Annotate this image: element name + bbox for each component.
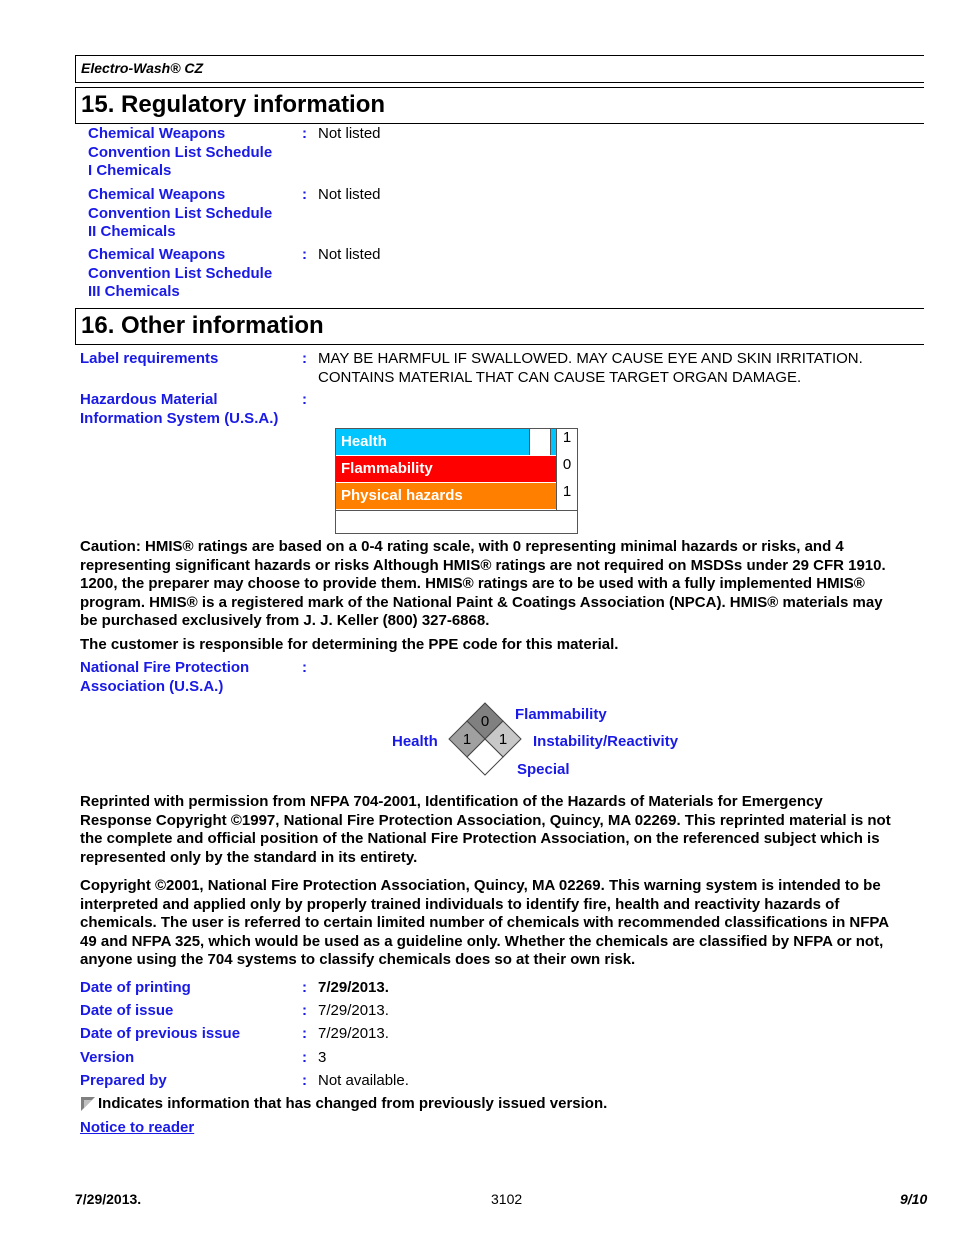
colon: : [302,125,307,142]
nfpa-instability-value: 1 [498,731,508,748]
hmis-row-physical-hazards [336,483,577,510]
colon: : [302,186,307,203]
hmis-row-flammability [336,456,577,483]
version-value: 3 [318,1049,327,1066]
notice-to-reader-link[interactable]: Notice to reader [80,1119,195,1136]
colon: : [302,391,307,408]
date-of-issue-label: Date of issue [80,1002,174,1019]
hmis-caution-text: Caution: HMIS® ratings are based on a 0-4 rating scale, with 0 representing minimal hazards or risks, and 4 representing significant hazards or risks Although HMIS® ratings are not required on MSDSs under 29 CFR 1910. 1200, the preparer may choose to provide them. HMIS® ratings are to be used with a fully implemented HMIS® program. HMIS® is a registered mark of the National Paint & Coatings Association (NPCA). HMIS® materials may be purchased exclusively from J. J. Keller (800) 327-6868. [80,538,886,630]
nfpa-special-label: Special [517,761,570,778]
nfpa-flammability-label: Flammability [515,706,607,723]
cwc-schedule-3-value: Not listed [318,246,381,263]
colon: : [302,1049,307,1066]
changed-marker-icon [81,1097,95,1111]
hmis-physical-value: 1 [556,483,577,510]
footer-date: 7/29/2013. [75,1191,142,1207]
nfpa-flammability-value: 0 [480,713,490,730]
changed-note: Indicates information that has changed from previously issued version. [98,1095,608,1112]
nfpa-health-value: 1 [462,731,472,748]
nfpa-label: National Fire Protection Association (U.S.A.) [80,659,250,695]
nfpa-reprint-text: Reprinted with permission from NFPA 704-2001, Identification of the Hazards of Materials for Emergency Response Copyright ©1997, National Fire Protection Association, Quincy, MA 02269. This reprinted material is not the complete and official position of the National Fire Protection Association, on the referenced subject which is represented only by the standard in its entirety. [80,793,891,866]
footer-code: 3102 [491,1191,523,1207]
hmis-divider [336,510,577,511]
prepared-by-value: Not available. [318,1072,409,1089]
hmis-health-label: Health [336,429,529,455]
colon: : [302,1072,307,1089]
hmis-health-value: 1 [556,429,577,456]
label-requirements-value: MAY BE HARMFUL IF SWALLOWED. MAY CAUSE EYE AND SKIN IRRITATION. CONTAINS MATERIAL THAT CAN CAUSE TARGET ORGAN DAMAGE. [318,350,863,386]
section-15-title: 15. Regulatory information [81,91,386,118]
section-16-title: 16. Other information [81,312,324,339]
cwc-schedule-2-label: Chemical Weapons Convention List Schedule II Chemicals [88,186,273,240]
hmis-row-health [336,429,577,456]
date-of-printing-value: 7/29/2013. [318,979,389,996]
colon: : [302,659,307,676]
date-of-previous-issue-value: 7/29/2013. [318,1025,389,1042]
colon: : [302,246,307,263]
label-requirements-label: Label requirements [80,350,219,367]
nfpa-copyright-text: Copyright ©2001, National Fire Protection Association, Quincy, MA 02269. This warning system is intended to be interpreted and applied only by properly trained individuals to identify fire, health and reactivity hazards of chemicals. The user is referred to certain limited number of chemicals with recommended classifications in NFPA 49 and NFPA 325, which would be used as a guideline only. Whether the chemicals are classified by NFPA or not, anyone using the 704 systems to classify chemicals does so at their own risk. [80,877,890,969]
hmis-flammability-label: Flammability [336,456,556,482]
cwc-schedule-3-label: Chemical Weapons Convention List Schedule III Chemicals [88,246,273,300]
date-of-issue-value: 7/29/2013. [318,1002,389,1019]
hmis-flammability-value: 0 [556,456,577,483]
hmis-chronic-box [529,429,551,455]
version-label: Version [80,1049,135,1066]
hmis-physical-label: Physical hazards [336,483,556,509]
section-16-header [75,308,924,345]
colon: : [302,979,307,996]
date-of-previous-issue-label: Date of previous issue [80,1025,241,1042]
hmis-label: Hazardous Material Information System (U.S.A.) [80,391,279,427]
cwc-schedule-1-label: Chemical Weapons Convention List Schedule I Chemicals [88,125,273,179]
colon: : [302,1025,307,1042]
product-header [75,55,924,83]
date-of-printing-label: Date of printing [80,979,191,996]
ppe-note: The customer is responsible for determining the PPE code for this material. [80,636,619,653]
cwc-schedule-1-value: Not listed [318,125,381,142]
footer-page-number: 9/10 [900,1191,928,1207]
prepared-by-label: Prepared by [80,1072,167,1089]
product-name: Electro-Wash® CZ [81,60,204,76]
colon: : [302,350,307,367]
nfpa-instability-label: Instability/Reactivity [533,733,679,750]
nfpa-health-label: Health [392,733,438,750]
hmis-ratings-table [335,428,578,534]
colon: : [302,1002,307,1019]
cwc-schedule-2-value: Not listed [318,186,381,203]
section-15-header [75,87,924,124]
